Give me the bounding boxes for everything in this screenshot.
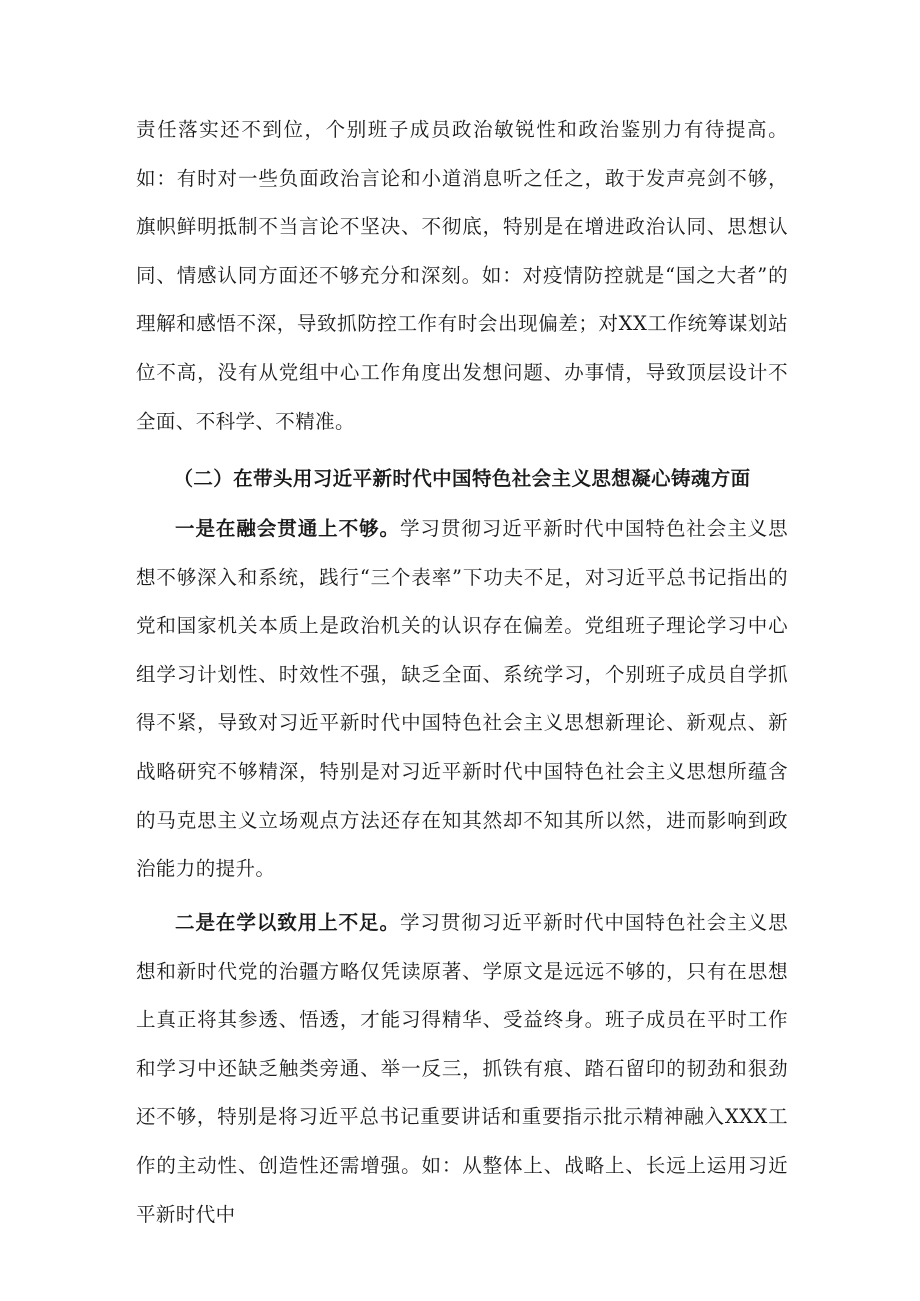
paragraph-point-two — [136, 899, 788, 1239]
paragraph-continued: 责任落实还不到位，个别班子成员政治敏锐性和政治鉴别力有待提高。如：有时对一些负面政治言论和小道消息听之任之，敢于发声亮剑不够，旗帜鲜明抵制不当言论不坚决、不彻底，特别是在增进政治认同、思想认同、情感认同方面还不够充分和深刻。如：对疫情防控就是“国之大者”的理解和感悟不深，导致抓防控工作有时会出现偏差；对XX工作统筹谋划站位不高，没有从党组中心工作角度出发想问题、办事情，导致顶层设计不全面、不科学、不精准。 — [136, 118, 788, 433]
point-one-lead: 一是在融会贯通上不够。 — [175, 517, 400, 540]
point-one-body: 学习贯彻习近平新时代中国特色社会主义思想不够深入和系统，践行“三个表率”下功夫不足，对习近平总书记指出的党和国家机关本质上是政治机关的认识存在偏差。党组班子理论学习中心组学习计划性、时效性不强，缺乏全面、系统学习，个别班子成员自学抓得不紧，导致对习近平新时代中国特色社会主义思想新理论、新观点、新战略研究不够精深，特别是对习近平新时代中国特色社会主义思想所蕴含的马克思主义立场观点方法还存在知其然却不知其所以然，进而影响到政治能力的提升。 — [136, 517, 788, 881]
paragraph-point-one — [136, 505, 788, 894]
point-two-lead: 二是在学以致用上不足。 — [175, 911, 400, 934]
section-heading: （二）在带头用习近平新时代中国特色社会主义思想凝心铸魂方面 — [173, 467, 751, 490]
point-two-body: 学习贯彻习近平新时代中国特色社会主义思想和新时代党的治疆方略仅凭读原著、学原文是远远不够的，只有在思想上真正将其参透、悟透，才能习得精华、受益终身。班子成员在平时工作和学习中还缺乏触类旁通、举一反三，抓铁有痕、踏石留印的韧劲和狠劲还不够，特别是将习近平总书记重要讲话和重要指示批示精神融入XXX工作的主动性、创造性还需增强。如：从整体上、战略上、长远上运用习近平新时代中 — [136, 911, 788, 1226]
